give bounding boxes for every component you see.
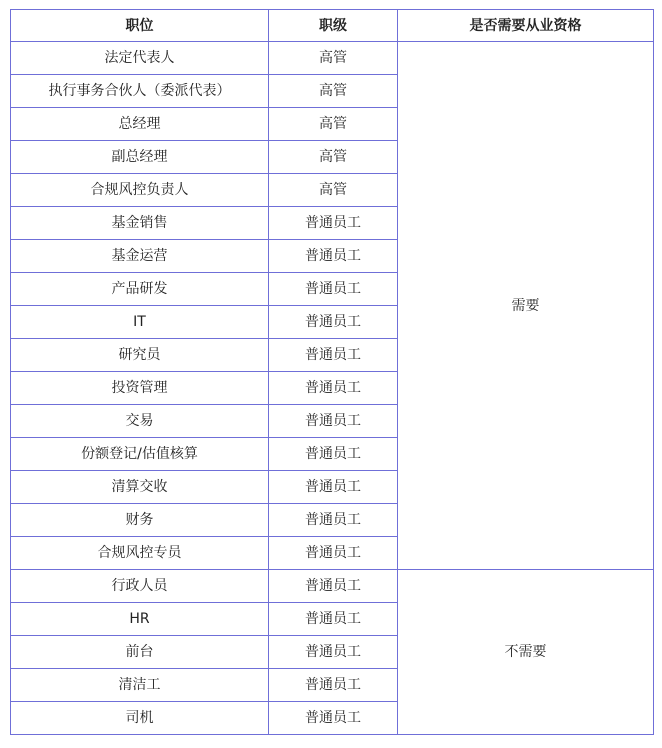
cell-position: 份额登记/估值核算 (11, 438, 269, 471)
cell-position: 法定代表人 (11, 42, 269, 75)
cell-qualification-required: 不需要 (398, 570, 654, 735)
cell-level: 普通员工 (269, 471, 398, 504)
cell-level: 普通员工 (269, 702, 398, 735)
cell-level: 高管 (269, 141, 398, 174)
cell-position: 研究员 (11, 339, 269, 372)
cell-position: 合规风控专员 (11, 537, 269, 570)
cell-level: 高管 (269, 174, 398, 207)
cell-position: 产品研发 (11, 273, 269, 306)
cell-position: 司机 (11, 702, 269, 735)
cell-position: IT (11, 306, 269, 339)
qualification-table (10, 9, 654, 735)
header-position: 职位 (11, 10, 269, 42)
cell-level: 普通员工 (269, 603, 398, 636)
cell-level: 普通员工 (269, 570, 398, 603)
cell-level: 普通员工 (269, 669, 398, 702)
cell-level: 高管 (269, 108, 398, 141)
cell-position: 基金运营 (11, 240, 269, 273)
cell-position: 前台 (11, 636, 269, 669)
cell-level: 高管 (269, 42, 398, 75)
cell-level: 普通员工 (269, 273, 398, 306)
cell-level: 普通员工 (269, 372, 398, 405)
table-row (11, 570, 654, 603)
cell-level: 普通员工 (269, 306, 398, 339)
cell-position: 清算交收 (11, 471, 269, 504)
cell-level: 普通员工 (269, 438, 398, 471)
cell-position: 清洁工 (11, 669, 269, 702)
cell-level: 普通员工 (269, 405, 398, 438)
cell-position: 合规风控负责人 (11, 174, 269, 207)
header-level: 职级 (269, 10, 398, 42)
table-header (11, 10, 654, 42)
header-row (11, 10, 654, 42)
cell-position: 投资管理 (11, 372, 269, 405)
cell-position: 财务 (11, 504, 269, 537)
table-row (11, 42, 654, 75)
cell-position: 执行事务合伙人（委派代表） (11, 75, 269, 108)
cell-position: HR (11, 603, 269, 636)
table-body (11, 42, 654, 735)
cell-level: 高管 (269, 75, 398, 108)
cell-position: 行政人员 (11, 570, 269, 603)
cell-level: 普通员工 (269, 504, 398, 537)
cell-level: 普通员工 (269, 537, 398, 570)
cell-position: 副总经理 (11, 141, 269, 174)
cell-position: 总经理 (11, 108, 269, 141)
cell-level: 普通员工 (269, 207, 398, 240)
cell-qualification-required: 需要 (398, 42, 654, 570)
cell-level: 普通员工 (269, 240, 398, 273)
cell-level: 普通员工 (269, 636, 398, 669)
cell-level: 普通员工 (269, 339, 398, 372)
cell-position: 基金销售 (11, 207, 269, 240)
cell-position: 交易 (11, 405, 269, 438)
header-qualification-required: 是否需要从业资格 (398, 10, 654, 42)
